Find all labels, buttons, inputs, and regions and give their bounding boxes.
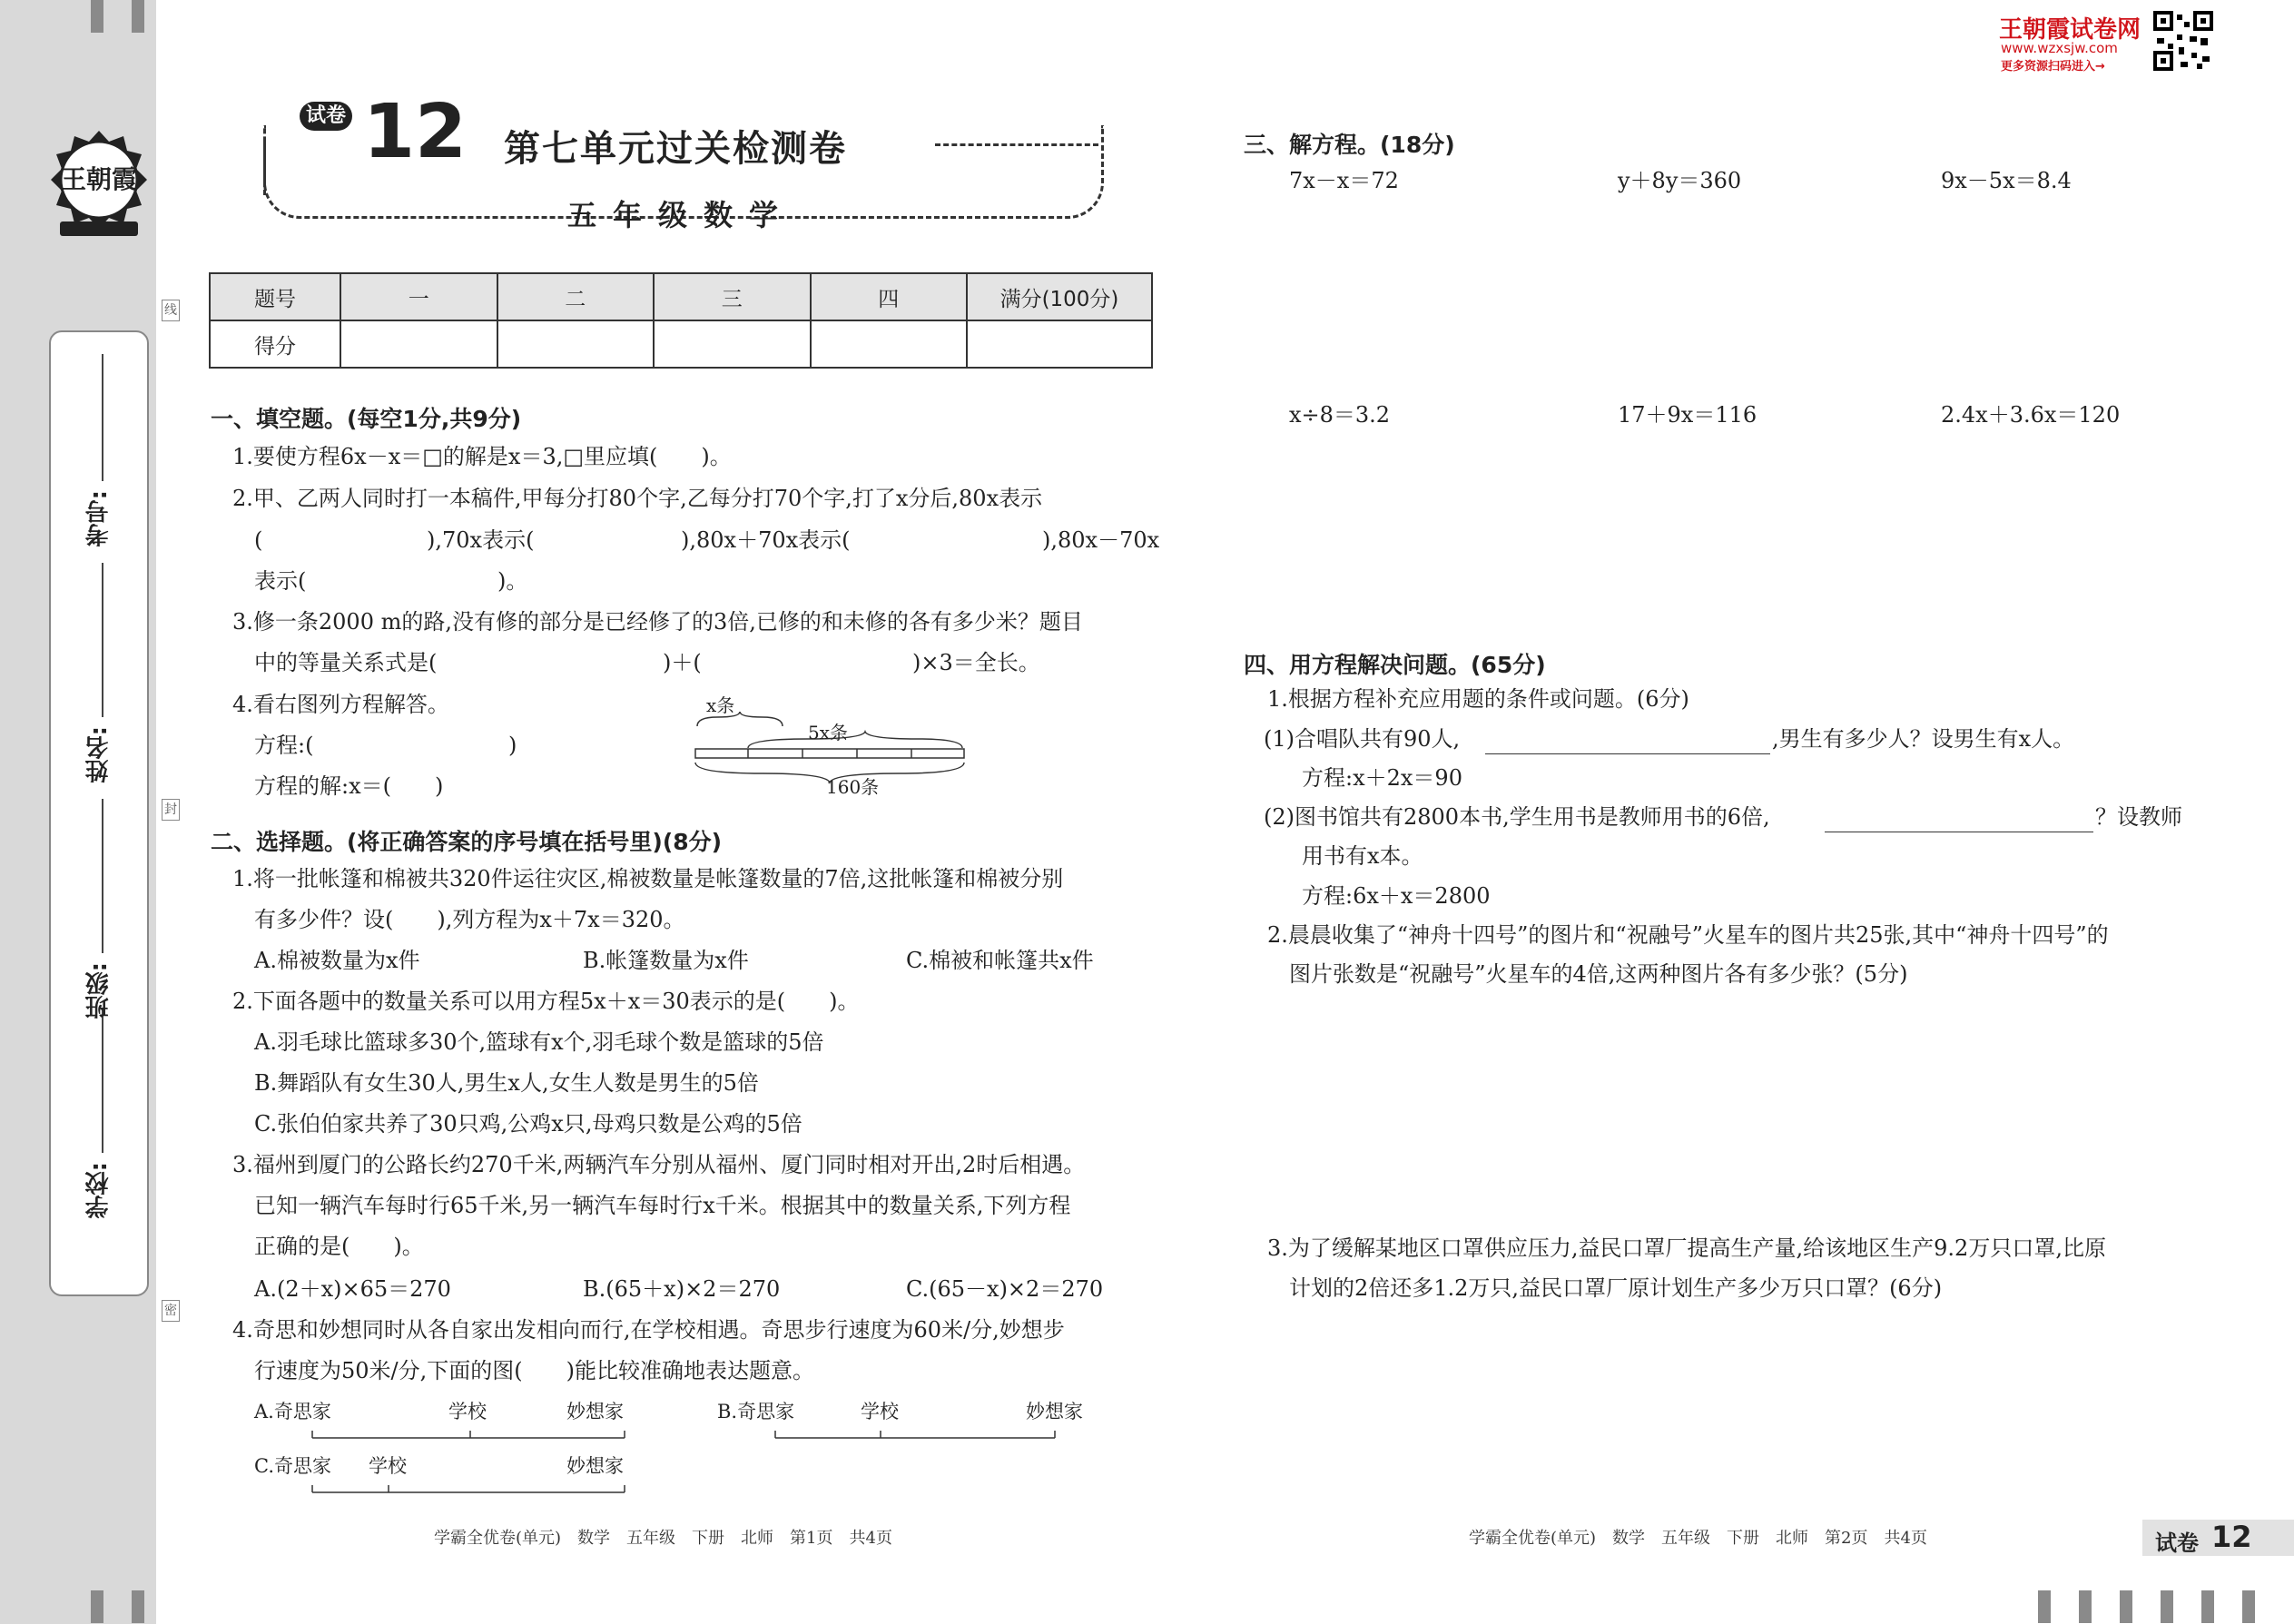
choice-diagram-b[interactable] <box>717 1398 1117 1443</box>
choice-option[interactable]: B.舞蹈队有女生30人,男生x人,女生人数是男生的5倍 <box>254 1070 759 1096</box>
diagram-label: 学校 <box>369 1455 407 1477</box>
page-footer: 学霸全优卷(单元) 数学 五年级 下册 北师 第1页 共4页 <box>434 1529 892 1548</box>
brand-url[interactable]: www.wzxsjw.com <box>2001 40 2118 56</box>
name-field[interactable] <box>82 726 127 782</box>
diagram-label: A.奇思家 <box>254 1401 331 1422</box>
question-text: ( <box>254 527 263 553</box>
question-text: 计划的2倍还多1.2万只,益民口罩厂原计划生产多少万只口罩？(6分) <box>1289 1275 1943 1301</box>
table-header: 四 <box>811 273 968 320</box>
diagram-label: 160条 <box>826 776 880 798</box>
question-text: 正确的是( )。 <box>254 1234 424 1259</box>
section-title: 一、填空题。(每空1分,共9分) <box>211 406 522 432</box>
table-header: 三 <box>654 273 811 320</box>
exam-number-field[interactable] <box>82 490 127 546</box>
question-text: 方程:x＋2x＝90 <box>1302 765 1462 791</box>
badge-label: 试卷 <box>2155 1530 2199 1556</box>
test-number: 12 <box>363 89 468 175</box>
seal-mark: 线 <box>162 300 180 321</box>
question-text: ) <box>508 733 517 758</box>
page-title: 第七单元过关检测卷 <box>504 128 847 170</box>
question-text: 3.为了缓解某地区口罩供应压力,益民口罩厂提高生产量,给该地区生产9.2万只口罩,比原 <box>1267 1235 2106 1261</box>
choice-option[interactable]: C.张伯伯家共养了30只鸡,公鸡x只,母鸡只数是公鸡的5倍 <box>254 1111 802 1137</box>
question-text: 有多少件？设( ),列方程为x＋7x＝320。 <box>254 907 685 932</box>
table-header: 二 <box>497 273 655 320</box>
equation: 7x－x＝72 <box>1289 168 1399 193</box>
equation: 2.4x＋3.6x＝120 <box>1941 402 2121 428</box>
question-text: 1.根据方程补充应用题的条件或问题。(6分) <box>1267 686 1689 712</box>
question-text: 图片张数是“祝融号”火星车的4倍,这两种图片各有多少张？(5分) <box>1289 961 1908 987</box>
badge-number: 12 <box>2211 1520 2252 1554</box>
question-text: 2.晨晨收集了“神舟十四号”的图片和“祝融号”火星车的图片共25张,其中“神舟十四号”的 <box>1267 922 2109 948</box>
diagram-label: 妙想家 <box>566 1401 624 1422</box>
diagram-label: 5x条 <box>808 722 849 743</box>
equation: 9x－5x＝8.4 <box>1941 168 2072 193</box>
diagram-label: 学校 <box>448 1401 487 1422</box>
score-cell[interactable] <box>967 320 1152 368</box>
answer-blank[interactable] <box>1485 733 1770 754</box>
qr-code-icon[interactable] <box>2153 11 2213 71</box>
seal-mark: 封 <box>162 799 180 821</box>
question-text: 中的等量关系式是( <box>254 650 438 675</box>
question-text: 用书有x本。 <box>1302 843 1423 869</box>
exam-number-label: 考号: <box>85 490 113 547</box>
title-frame-top <box>935 143 1098 146</box>
class-field[interactable] <box>82 962 127 1019</box>
question-text: ,男生有多少人？设男生有x人。 <box>1772 726 2075 752</box>
diagram-label: 妙想家 <box>566 1455 624 1477</box>
question-text: 表示( <box>254 568 307 594</box>
deco-bar <box>2079 1590 2092 1623</box>
question-text: (2)图书馆共有2800本书,学生用书是教师用书的6倍, <box>1264 804 1770 830</box>
deco-bar <box>2161 1590 2173 1623</box>
equation: x÷8＝3.2 <box>1289 402 1391 428</box>
choice-option[interactable]: B.帐篷数量为x件 <box>583 948 749 973</box>
deco-bar <box>2201 1590 2214 1623</box>
choice-option[interactable]: B.(65＋x)×2＝270 <box>583 1276 781 1302</box>
question-text: 1.要使方程6x－x＝□的解是x＝3,□里应填( )。 <box>232 444 732 469</box>
deco-bar <box>2242 1590 2255 1623</box>
question-text: 2.下面各题中的数量关系可以用方程5x＋x＝30表示的是( )。 <box>232 989 860 1014</box>
class-label: 班级: <box>85 962 113 1019</box>
logo <box>45 127 153 245</box>
score-table <box>209 272 1153 369</box>
table-header: 一 <box>340 273 497 320</box>
brand-slogan: 更多资源扫码进入→ <box>2001 60 2105 74</box>
line-diagram <box>690 694 971 799</box>
diagram-label: C.奇思家 <box>254 1455 331 1477</box>
school-underline <box>102 1008 103 1153</box>
name-label: 姓名: <box>85 726 113 783</box>
diagram-label: x条 <box>706 694 735 716</box>
question-text: 2.甲、乙两人同时打一本稿件,甲每分打80个字,乙每分打70个字,打了x分后,80x表示 <box>232 486 1043 511</box>
question-text: )。 <box>497 568 528 594</box>
choice-diagram-c[interactable] <box>254 1452 690 1498</box>
student-info-box <box>49 330 149 1296</box>
deco-bar <box>91 1590 103 1623</box>
brand-name: 王朝霞试卷网 <box>1999 16 2141 44</box>
subtitle: 五年级数学 <box>567 198 795 232</box>
choice-option[interactable]: A.羽毛球比篮球多30个,篮球有x个,羽毛球个数是篮球的5倍 <box>254 1029 824 1055</box>
page-footer: 学霸全优卷(单元) 数学 五年级 下册 北师 第2页 共4页 <box>1469 1529 1927 1548</box>
question-text: 1.将一批帐篷和棉被共320件运往灾区,棉被数量是帐篷数量的7倍,这批帐篷和棉被分别 <box>232 866 1064 891</box>
question-text: ),70x表示( <box>427 527 535 553</box>
question-text: 方程:( <box>254 733 314 758</box>
section-title: 四、用方程解决问题。(65分) <box>1244 652 1546 678</box>
school-field[interactable] <box>82 1162 127 1218</box>
question-text: ),80x＋70x表示( <box>681 527 851 553</box>
table-header: 满分(100分) <box>967 273 1152 320</box>
question-text: (1)合唱队共有90人, <box>1264 726 1461 752</box>
question-text: 方程:6x＋x＝2800 <box>1302 883 1491 909</box>
choice-option[interactable]: C.棉被和帐篷共x件 <box>906 948 1094 973</box>
question-text: 行速度为50米/分,下面的图( )能比较准确地表达题意。 <box>254 1358 814 1383</box>
exam-number-underline <box>102 354 103 481</box>
question-text: 4.奇思和妙想同时从各自家出发相向而行,在学校相遇。奇思步行速度为60米/分,妙想步 <box>232 1317 1065 1343</box>
school-label: 学校: <box>85 1162 113 1219</box>
question-text: 方程的解:x＝( ) <box>254 773 444 799</box>
deco-bar <box>2120 1590 2132 1623</box>
question-text: 已知一辆汽车每时行65千米,另一辆汽车每时行x千米。根据其中的数量关系,下列方程 <box>254 1193 1071 1218</box>
section-title: 二、选择题。(将正确答案的序号填在括号里)(8分) <box>211 829 723 855</box>
diagram-label: 学校 <box>861 1401 899 1422</box>
deco-bar <box>91 0 103 33</box>
score-cell[interactable] <box>811 320 968 368</box>
diagram-label: 妙想家 <box>1026 1401 1083 1422</box>
deco-bar <box>132 0 144 33</box>
choice-option[interactable]: A.棉被数量为x件 <box>254 948 420 973</box>
class-underline <box>102 799 103 953</box>
equation: y＋8y＝360 <box>1618 168 1742 193</box>
title-frame-side <box>263 141 269 195</box>
deco-bar <box>2038 1590 2051 1623</box>
question-text: 4.看右图列方程解答。 <box>232 692 449 717</box>
test-badge: 试卷 <box>300 102 352 131</box>
question-text: 3.修一条2000 m的路,没有修的部分是已经修了的3倍,已修的和未修的各有多少米？题目 <box>232 609 1083 635</box>
score-cell[interactable] <box>497 320 655 368</box>
diagram-label: B.奇思家 <box>717 1401 795 1422</box>
seal-mark: 密 <box>162 1300 180 1322</box>
choice-diagram-a[interactable] <box>254 1398 690 1443</box>
question-text: )＋( <box>663 650 702 675</box>
question-text: 3.福州到厦门的公路长约270千米,两辆汽车分别从福州、厦门同时相对开出,2时后相遇。 <box>232 1152 1086 1177</box>
table-header: 题号 <box>210 273 340 320</box>
logo-text: 王朝霞 <box>60 164 137 194</box>
equation: 17＋9x＝116 <box>1618 402 1757 428</box>
answer-blank[interactable] <box>1825 812 2093 832</box>
question-text: ？设教师 <box>2095 804 2182 830</box>
choice-option[interactable]: C.(65－x)×2＝270 <box>906 1276 1104 1302</box>
question-text: )×3＝全长。 <box>912 650 1040 675</box>
question-text: ),80x－70x <box>1042 527 1160 553</box>
score-cell[interactable] <box>654 320 811 368</box>
section-title: 三、解方程。(18分) <box>1244 132 1455 158</box>
deco-bar <box>132 1590 144 1623</box>
table-row-label: 得分 <box>210 320 340 368</box>
score-cell[interactable] <box>340 320 497 368</box>
choice-option[interactable]: A.(2＋x)×65＝270 <box>254 1276 451 1302</box>
name-underline <box>102 563 103 717</box>
